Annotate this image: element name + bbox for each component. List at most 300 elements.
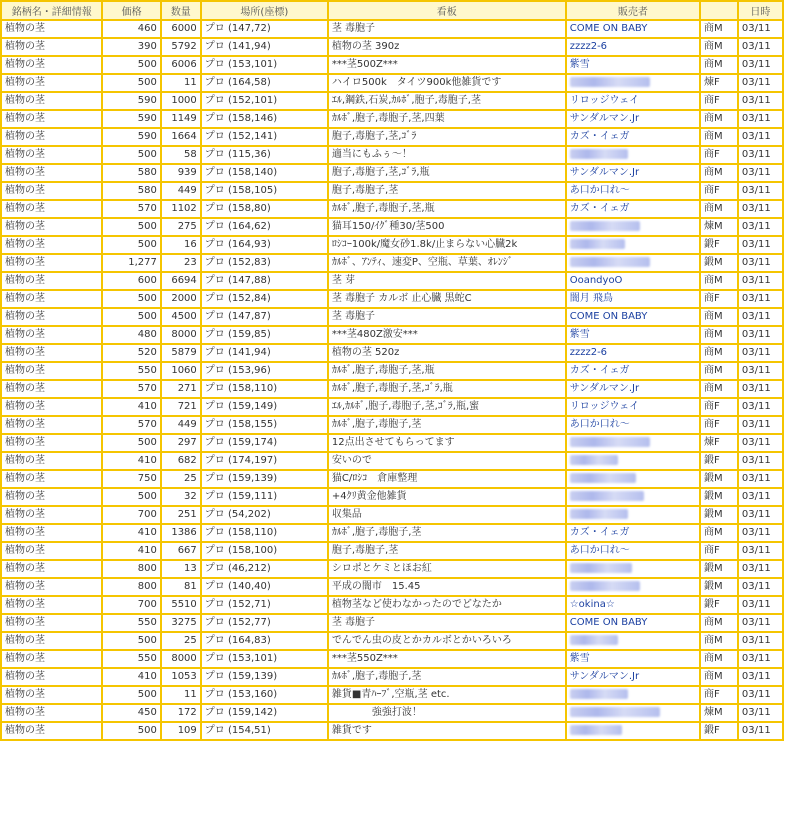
- class-cell: 煉F: [701, 435, 737, 451]
- class-cell: 鍛M: [701, 507, 737, 523]
- item-cell[interactable]: 植物の茎: [2, 309, 101, 325]
- sign-cell: 胞子,毒胞子,茎,ｺﾞﾗ,瓶: [329, 165, 565, 181]
- price-cell: 450: [103, 705, 159, 721]
- price-cell: 1,277: [103, 255, 159, 271]
- qty-cell: 13: [162, 561, 200, 577]
- price-cell: 500: [103, 435, 159, 451]
- seller-cell[interactable]: [567, 705, 699, 721]
- item-cell[interactable]: 植物の茎: [2, 669, 101, 685]
- qty-cell: 1149: [162, 111, 200, 127]
- date-cell: 03/11: [739, 399, 782, 415]
- qty-cell: 271: [162, 381, 200, 397]
- date-cell: 03/11: [739, 327, 782, 343]
- date-cell: 03/11: [739, 543, 782, 559]
- table-row[interactable]: [2, 525, 782, 541]
- item-cell[interactable]: 植物の茎: [2, 705, 101, 721]
- sign-cell: ***茎480Z激安***: [329, 327, 565, 343]
- class-cell: 商M: [701, 525, 737, 541]
- qty-cell: 449: [162, 417, 200, 433]
- class-cell: 商M: [701, 273, 737, 289]
- price-cell: 550: [103, 651, 159, 667]
- seller-cell[interactable]: カズ・イェガ: [567, 129, 699, 145]
- col-header-sign[interactable]: 看板: [329, 2, 565, 19]
- date-cell: 03/11: [739, 579, 782, 595]
- date-cell: 03/11: [739, 615, 782, 631]
- table-row[interactable]: [2, 327, 782, 343]
- item-cell[interactable]: 植物の茎: [2, 579, 101, 595]
- qty-cell: 449: [162, 183, 200, 199]
- table-row[interactable]: [2, 57, 782, 73]
- price-cell: 580: [103, 165, 159, 181]
- col-header-location[interactable]: 場所(座標): [202, 2, 327, 19]
- table-row[interactable]: [2, 687, 782, 703]
- location-cell: プロ (152,83): [202, 255, 327, 271]
- col-header-price[interactable]: 価格: [103, 2, 159, 19]
- table-row[interactable]: [2, 507, 782, 523]
- date-cell: 03/11: [739, 687, 782, 703]
- item-cell[interactable]: 植物の茎: [2, 597, 101, 613]
- redacted-seller-name: [570, 77, 650, 87]
- table-row[interactable]: [2, 615, 782, 631]
- sign-cell: ｶﾙﾎﾞ,胞子,毒胞子,茎,四葉: [329, 111, 565, 127]
- location-cell: プロ (154,51): [202, 723, 327, 739]
- item-cell[interactable]: 植物の茎: [2, 489, 101, 505]
- location-cell: プロ (158,140): [202, 165, 327, 181]
- location-cell: プロ (158,110): [202, 525, 327, 541]
- location-cell: プロ (158,105): [202, 183, 327, 199]
- date-cell: 03/11: [739, 309, 782, 325]
- item-cell[interactable]: 植物の茎: [2, 399, 101, 415]
- location-cell: プロ (158,80): [202, 201, 327, 217]
- sign-cell: ***茎500Z***: [329, 57, 565, 73]
- table-row[interactable]: [2, 363, 782, 379]
- item-cell[interactable]: 植物の茎: [2, 381, 101, 397]
- seller-cell[interactable]: [567, 435, 699, 451]
- price-cell: 410: [103, 669, 159, 685]
- table-row[interactable]: [2, 39, 782, 55]
- sign-cell: 平成の闇市 15.45: [329, 579, 565, 595]
- date-cell: 03/11: [739, 219, 782, 235]
- class-cell: 商F: [701, 399, 737, 415]
- table-row[interactable]: [2, 291, 782, 307]
- location-cell: プロ (153,160): [202, 687, 327, 703]
- sign-cell: 雑貨です: [329, 723, 565, 739]
- date-cell: 03/11: [739, 21, 782, 37]
- item-cell[interactable]: 植物の茎: [2, 21, 101, 37]
- redacted-seller-name: [570, 491, 644, 501]
- location-cell: プロ (46,212): [202, 561, 327, 577]
- date-cell: 03/11: [739, 57, 782, 73]
- sign-cell: ｶﾙﾎﾞ,胞子,毒胞子,茎,ｺﾞﾗ,瓶: [329, 381, 565, 397]
- table-row[interactable]: [2, 129, 782, 145]
- seller-cell[interactable]: OoandyoO: [567, 273, 699, 289]
- item-cell[interactable]: 植物の茎: [2, 615, 101, 631]
- table-row[interactable]: [2, 543, 782, 559]
- qty-cell: 3275: [162, 615, 200, 631]
- table-row[interactable]: [2, 75, 782, 91]
- seller-cell[interactable]: [567, 453, 699, 469]
- seller-cell[interactable]: リロッジウェイ: [567, 93, 699, 109]
- table-row[interactable]: [2, 669, 782, 685]
- qty-cell: 682: [162, 453, 200, 469]
- item-cell[interactable]: 植物の茎: [2, 201, 101, 217]
- seller-cell[interactable]: サンダルマン.Jr: [567, 381, 699, 397]
- date-cell: 03/11: [739, 165, 782, 181]
- redacted-seller-name: [570, 581, 640, 591]
- seller-cell[interactable]: [567, 75, 699, 91]
- location-cell: プロ (153,101): [202, 57, 327, 73]
- location-cell: プロ (158,155): [202, 417, 327, 433]
- item-cell[interactable]: 植物の茎: [2, 561, 101, 577]
- sign-cell: 収集品: [329, 507, 565, 523]
- date-cell: 03/11: [739, 651, 782, 667]
- seller-cell[interactable]: [567, 633, 699, 649]
- class-cell: 鍛M: [701, 561, 737, 577]
- table-row[interactable]: [2, 237, 782, 253]
- location-cell: プロ (115,36): [202, 147, 327, 163]
- seller-cell[interactable]: 闇月 飛鳥: [567, 291, 699, 307]
- table-row[interactable]: [2, 309, 782, 325]
- seller-cell[interactable]: [567, 147, 699, 163]
- qty-cell: 721: [162, 399, 200, 415]
- date-cell: 03/11: [739, 93, 782, 109]
- seller-cell[interactable]: zzzz2-6: [567, 345, 699, 361]
- seller-cell[interactable]: カズ・イェガ: [567, 201, 699, 217]
- class-cell: 商M: [701, 57, 737, 73]
- date-cell: 03/11: [739, 291, 782, 307]
- class-cell: 商M: [701, 381, 737, 397]
- item-cell[interactable]: 植物の茎: [2, 75, 101, 91]
- seller-cell[interactable]: カズ・イェガ: [567, 525, 699, 541]
- class-cell: 商M: [701, 129, 737, 145]
- table-row[interactable]: [2, 165, 782, 181]
- location-cell: プロ (159,149): [202, 399, 327, 415]
- price-cell: 570: [103, 417, 159, 433]
- sign-cell: 安いので: [329, 453, 565, 469]
- col-header-item[interactable]: 銘柄名・詳細情報: [2, 2, 101, 19]
- seller-cell[interactable]: サンダルマン.Jr: [567, 669, 699, 685]
- qty-cell: 275: [162, 219, 200, 235]
- redacted-seller-name: [570, 455, 618, 465]
- redacted-seller-name: [570, 563, 632, 573]
- location-cell: プロ (159,85): [202, 327, 327, 343]
- class-cell: 商M: [701, 345, 737, 361]
- qty-cell: 5510: [162, 597, 200, 613]
- price-cell: 590: [103, 93, 159, 109]
- location-cell: プロ (159,139): [202, 669, 327, 685]
- table-row[interactable]: [2, 561, 782, 577]
- location-cell: プロ (159,174): [202, 435, 327, 451]
- price-cell: 500: [103, 291, 159, 307]
- seller-cell[interactable]: サンダルマン.Jr: [567, 111, 699, 127]
- class-cell: 鍛M: [701, 579, 737, 595]
- price-cell: 500: [103, 147, 159, 163]
- qty-cell: 4500: [162, 309, 200, 325]
- sign-cell: 適当にもふぅ～！: [329, 147, 565, 163]
- table-row[interactable]: [2, 597, 782, 613]
- table-row[interactable]: [2, 111, 782, 127]
- item-cell[interactable]: 植物の茎: [2, 723, 101, 739]
- class-cell: 商M: [701, 633, 737, 649]
- col-header-class: [701, 2, 737, 19]
- class-cell: 商M: [701, 39, 737, 55]
- price-cell: 390: [103, 39, 159, 55]
- qty-cell: 1060: [162, 363, 200, 379]
- location-cell: プロ (164,83): [202, 633, 327, 649]
- seller-cell[interactable]: zzzz2-6: [567, 39, 699, 55]
- location-cell: プロ (152,141): [202, 129, 327, 145]
- seller-cell[interactable]: 紫雪: [567, 327, 699, 343]
- qty-cell: 251: [162, 507, 200, 523]
- item-cell[interactable]: 植物の茎: [2, 165, 101, 181]
- sign-cell: ｴﾙ,ｶﾙﾎﾞ,胞子,毒胞子,茎,ｺﾞﾗ,瓶,蜜: [329, 399, 565, 415]
- table-row[interactable]: [2, 705, 782, 721]
- item-cell[interactable]: 植物の茎: [2, 507, 101, 523]
- date-cell: 03/11: [739, 147, 782, 163]
- qty-cell: 16: [162, 237, 200, 253]
- sign-cell: 12点出させてもらってます: [329, 435, 565, 451]
- seller-cell[interactable]: 紫雪: [567, 651, 699, 667]
- sign-cell: ｶﾙﾎﾞ,胞子,毒胞子,茎: [329, 525, 565, 541]
- item-cell[interactable]: 植物の茎: [2, 525, 101, 541]
- seller-cell[interactable]: COME ON BABY: [567, 615, 699, 631]
- item-cell[interactable]: 植物の茎: [2, 147, 101, 163]
- table-row[interactable]: [2, 219, 782, 235]
- seller-cell[interactable]: COME ON BABY: [567, 21, 699, 37]
- price-cell: 500: [103, 309, 159, 325]
- seller-cell[interactable]: 紫雪: [567, 57, 699, 73]
- date-cell: 03/11: [739, 561, 782, 577]
- redacted-seller-name: [570, 221, 640, 231]
- qty-cell: 1102: [162, 201, 200, 217]
- price-cell: 570: [103, 381, 159, 397]
- date-cell: 03/11: [739, 669, 782, 685]
- table-row[interactable]: [2, 399, 782, 415]
- sign-cell: 胞子,毒胞子,茎: [329, 183, 565, 199]
- seller-cell[interactable]: COME ON BABY: [567, 309, 699, 325]
- price-cell: 550: [103, 363, 159, 379]
- class-cell: 煉M: [701, 705, 737, 721]
- class-cell: 商F: [701, 291, 737, 307]
- sign-cell: 茎 毒胞子: [329, 615, 565, 631]
- item-cell[interactable]: 植物の茎: [2, 417, 101, 433]
- item-cell[interactable]: 植物の茎: [2, 471, 101, 487]
- col-header-seller[interactable]: 販売者: [567, 2, 699, 19]
- item-cell[interactable]: 植物の茎: [2, 219, 101, 235]
- date-cell: 03/11: [739, 255, 782, 271]
- class-cell: 商M: [701, 363, 737, 379]
- header-row: [2, 2, 782, 19]
- table-row[interactable]: [2, 183, 782, 199]
- price-cell: 700: [103, 507, 159, 523]
- class-cell: 煉M: [701, 219, 737, 235]
- location-cell: プロ (140,40): [202, 579, 327, 595]
- seller-cell[interactable]: カズ・イェガ: [567, 363, 699, 379]
- item-cell[interactable]: 植物の茎: [2, 345, 101, 361]
- location-cell: プロ (147,88): [202, 273, 327, 289]
- item-cell[interactable]: 植物の茎: [2, 363, 101, 379]
- redacted-seller-name: [570, 257, 650, 267]
- qty-cell: 81: [162, 579, 200, 595]
- sign-cell: 植物の茎 390z: [329, 39, 565, 55]
- table-row[interactable]: [2, 435, 782, 451]
- col-header-qty[interactable]: 数量: [162, 2, 200, 19]
- class-cell: 商M: [701, 165, 737, 181]
- item-cell[interactable]: 植物の茎: [2, 327, 101, 343]
- class-cell: 鍛F: [701, 597, 737, 613]
- location-cell: プロ (164,58): [202, 75, 327, 91]
- table-row[interactable]: [2, 633, 782, 649]
- location-cell: プロ (147,72): [202, 21, 327, 37]
- table-row[interactable]: [2, 21, 782, 37]
- seller-cell[interactable]: あ口か口れ～: [567, 417, 699, 433]
- seller-cell[interactable]: [567, 507, 699, 523]
- location-cell: プロ (158,100): [202, 543, 327, 559]
- item-cell[interactable]: 植物の茎: [2, 111, 101, 127]
- sign-cell: 胞子,毒胞子,茎: [329, 543, 565, 559]
- date-cell: 03/11: [739, 201, 782, 217]
- table-row[interactable]: [2, 471, 782, 487]
- location-cell: プロ (158,146): [202, 111, 327, 127]
- sign-cell: シロポとケミとほお紅: [329, 561, 565, 577]
- location-cell: プロ (152,77): [202, 615, 327, 631]
- price-cell: 410: [103, 453, 159, 469]
- table-row[interactable]: [2, 273, 782, 289]
- qty-cell: 1664: [162, 129, 200, 145]
- redacted-seller-name: [570, 149, 628, 159]
- redacted-seller-name: [570, 635, 618, 645]
- qty-cell: 939: [162, 165, 200, 181]
- sign-cell: 胞子,毒胞子,茎,ｺﾞﾗ: [329, 129, 565, 145]
- item-cell[interactable]: 植物の茎: [2, 273, 101, 289]
- location-cell: プロ (54,202): [202, 507, 327, 523]
- table-row[interactable]: [2, 579, 782, 595]
- item-cell[interactable]: 植物の茎: [2, 453, 101, 469]
- seller-cell[interactable]: [567, 219, 699, 235]
- price-cell: 500: [103, 489, 159, 505]
- table-row[interactable]: [2, 651, 782, 667]
- table-row[interactable]: [2, 345, 782, 361]
- seller-cell[interactable]: [567, 723, 699, 739]
- item-cell[interactable]: 植物の茎: [2, 237, 101, 253]
- col-header-date[interactable]: 日時: [739, 2, 782, 19]
- date-cell: 03/11: [739, 633, 782, 649]
- location-cell: プロ (164,93): [202, 237, 327, 253]
- class-cell: 商M: [701, 651, 737, 667]
- table-row[interactable]: [2, 723, 782, 739]
- seller-cell[interactable]: [567, 687, 699, 703]
- sign-cell: 茎 芽: [329, 273, 565, 289]
- date-cell: 03/11: [739, 453, 782, 469]
- table-row[interactable]: [2, 381, 782, 397]
- sign-cell: 猫耳150/ｲｸﾞ種30/茎500: [329, 219, 565, 235]
- class-cell: 商M: [701, 669, 737, 685]
- seller-cell[interactable]: [567, 489, 699, 505]
- table-row[interactable]: [2, 489, 782, 505]
- table-row[interactable]: [2, 201, 782, 217]
- date-cell: 03/11: [739, 597, 782, 613]
- table-row[interactable]: [2, 147, 782, 163]
- date-cell: 03/11: [739, 705, 782, 721]
- qty-cell: 297: [162, 435, 200, 451]
- seller-cell[interactable]: ☆okina☆: [567, 597, 699, 613]
- sign-cell: ｶﾙﾎﾞ,胞子,毒胞子,茎: [329, 417, 565, 433]
- seller-cell[interactable]: あ口か口れ～: [567, 543, 699, 559]
- location-cell: プロ (158,110): [202, 381, 327, 397]
- item-cell[interactable]: 植物の茎: [2, 651, 101, 667]
- location-cell: プロ (174,197): [202, 453, 327, 469]
- table-row[interactable]: [2, 255, 782, 271]
- qty-cell: 25: [162, 471, 200, 487]
- price-cell: 550: [103, 615, 159, 631]
- item-cell[interactable]: 植物の茎: [2, 57, 101, 73]
- date-cell: 03/11: [739, 183, 782, 199]
- date-cell: 03/11: [739, 417, 782, 433]
- table-row[interactable]: [2, 453, 782, 469]
- date-cell: 03/11: [739, 489, 782, 505]
- seller-cell[interactable]: [567, 561, 699, 577]
- sign-cell: 茎 毒胞子: [329, 21, 565, 37]
- sign-cell: ｶﾙﾎﾞ、ｱﾝﾃｨ、速変P、空瓶、草葉、ｵﾚﾝｼﾞ: [329, 255, 565, 271]
- qty-cell: 5879: [162, 345, 200, 361]
- item-cell[interactable]: 植物の茎: [2, 291, 101, 307]
- item-cell[interactable]: 植物の茎: [2, 93, 101, 109]
- class-cell: 商F: [701, 687, 737, 703]
- location-cell: プロ (164,62): [202, 219, 327, 235]
- sign-cell: +4ｸﾘ黄金他雑貨: [329, 489, 565, 505]
- item-cell[interactable]: 植物の茎: [2, 255, 101, 271]
- table-row[interactable]: [2, 93, 782, 109]
- seller-cell[interactable]: [567, 471, 699, 487]
- sign-cell: 強強打波！: [329, 705, 565, 721]
- date-cell: 03/11: [739, 507, 782, 523]
- class-cell: 商M: [701, 309, 737, 325]
- price-cell: 410: [103, 525, 159, 541]
- price-cell: 590: [103, 111, 159, 127]
- seller-cell[interactable]: [567, 237, 699, 253]
- redacted-seller-name: [570, 725, 622, 735]
- location-cell: プロ (159,139): [202, 471, 327, 487]
- qty-cell: 1053: [162, 669, 200, 685]
- item-cell[interactable]: 植物の茎: [2, 633, 101, 649]
- price-cell: 410: [103, 399, 159, 415]
- class-cell: 鍛F: [701, 237, 737, 253]
- seller-cell[interactable]: リロッジウェイ: [567, 399, 699, 415]
- item-cell[interactable]: 植物の茎: [2, 39, 101, 55]
- qty-cell: 11: [162, 687, 200, 703]
- class-cell: 商F: [701, 417, 737, 433]
- price-cell: 500: [103, 75, 159, 91]
- item-cell[interactable]: 植物の茎: [2, 435, 101, 451]
- sign-cell: 植物の茎 520z: [329, 345, 565, 361]
- item-cell[interactable]: 植物の茎: [2, 543, 101, 559]
- qty-cell: 1000: [162, 93, 200, 109]
- seller-cell[interactable]: サンダルマン.Jr: [567, 165, 699, 181]
- item-cell[interactable]: 植物の茎: [2, 183, 101, 199]
- item-cell[interactable]: 植物の茎: [2, 687, 101, 703]
- seller-cell[interactable]: あ口か口れ～: [567, 183, 699, 199]
- seller-cell[interactable]: [567, 255, 699, 271]
- sign-cell: 雑貨■青ﾊｰﾌﾞ,空瓶,茎 etc.: [329, 687, 565, 703]
- price-cell: 500: [103, 633, 159, 649]
- seller-cell[interactable]: [567, 579, 699, 595]
- item-cell[interactable]: 植物の茎: [2, 129, 101, 145]
- price-cell: 460: [103, 21, 159, 37]
- sign-cell: ｶﾙﾎﾞ,胞子,毒胞子,茎,瓶: [329, 363, 565, 379]
- table-row[interactable]: [2, 417, 782, 433]
- date-cell: 03/11: [739, 723, 782, 739]
- location-cell: プロ (152,84): [202, 291, 327, 307]
